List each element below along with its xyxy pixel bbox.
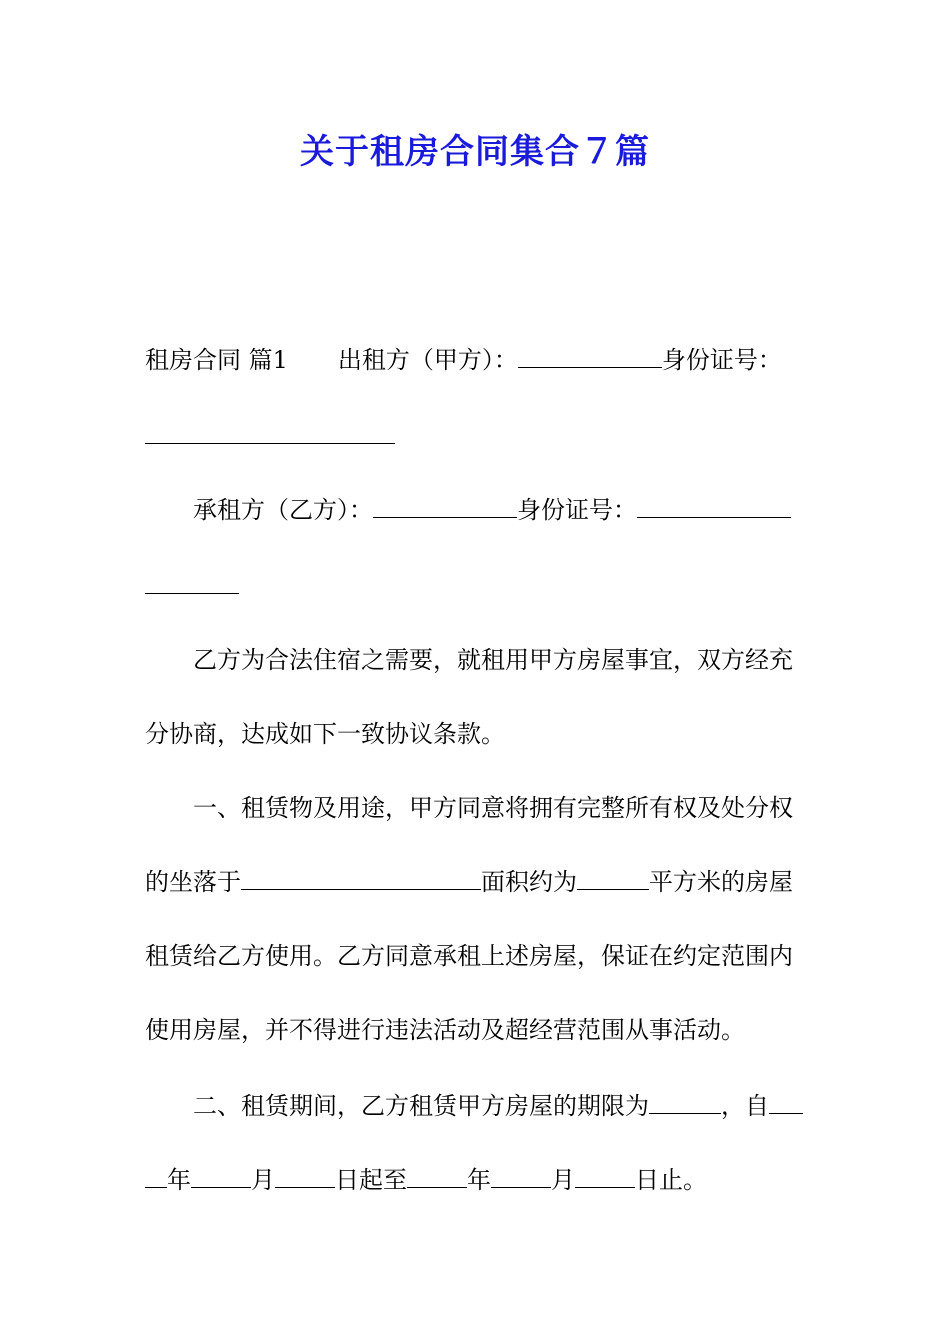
tenant-id-blank [637, 495, 791, 518]
start-day-blank [275, 1165, 335, 1188]
tenant-id-blank-cont [145, 571, 239, 594]
area-unit: 平方米的房屋 [649, 868, 793, 896]
landlord-name-blank [518, 345, 662, 368]
tenant-id-blank-line [145, 568, 807, 604]
tenant-line [193, 492, 807, 528]
end-month-blank [491, 1165, 551, 1188]
tenant-label: 承租方（乙方）： [193, 496, 373, 524]
paragraph-line: 分协商，达成如下一致协议条款。 [145, 720, 505, 748]
term-blank [649, 1091, 721, 1114]
landlord-label: 出租方（甲方）： [337, 346, 518, 374]
term-from-label: ，自 [721, 1092, 769, 1120]
end-year-blank [407, 1165, 467, 1188]
landlord-line [145, 342, 807, 378]
landlord-id-blank [145, 421, 395, 444]
start-month-blank [191, 1165, 251, 1188]
paragraph-line: 一、租赁物及用途，甲方同意将拥有完整所有权及处分权 [193, 794, 793, 822]
tenant-name-blank [373, 495, 517, 518]
location-blank [241, 867, 481, 890]
document-title: 关于租房合同集合７篇 [300, 132, 650, 172]
paragraph-line: 使用房屋，并不得进行违法活动及超经营范围从事活动。 [145, 1016, 745, 1044]
month-label: 月 [551, 1166, 575, 1194]
tenant-id-label: 身份证号： [517, 496, 637, 524]
area-blank [577, 867, 649, 890]
term-label: 二、租赁期间，乙方租赁甲方房屋的期限为 [193, 1092, 649, 1120]
paragraph-line: 乙方为合法住宿之需要，就租用甲方房屋事宜，双方经充 [193, 646, 793, 674]
day-from-label: 日起至 [335, 1166, 407, 1194]
month-label: 月 [251, 1166, 275, 1194]
area-label: 面积约为 [481, 868, 577, 896]
date-line [145, 1162, 807, 1198]
day-end-label: 日止。 [635, 1166, 707, 1194]
landlord-id-label: 身份证号： [661, 346, 782, 374]
location-label: 的坐落于 [145, 868, 241, 896]
start-year-blank [769, 1091, 803, 1114]
landlord-id-blank-line [145, 418, 807, 454]
term-line [193, 1088, 807, 1124]
contract-heading: 租房合同 篇1 [145, 346, 288, 374]
paragraph-line: 租赁给乙方使用。乙方同意承租上述房屋，保证在约定范围内 [145, 942, 793, 970]
year-label: 年 [467, 1166, 491, 1194]
end-day-blank [575, 1165, 635, 1188]
start-year-blank-cont [145, 1165, 167, 1188]
location-line [145, 864, 807, 900]
year-label: 年 [167, 1166, 191, 1194]
